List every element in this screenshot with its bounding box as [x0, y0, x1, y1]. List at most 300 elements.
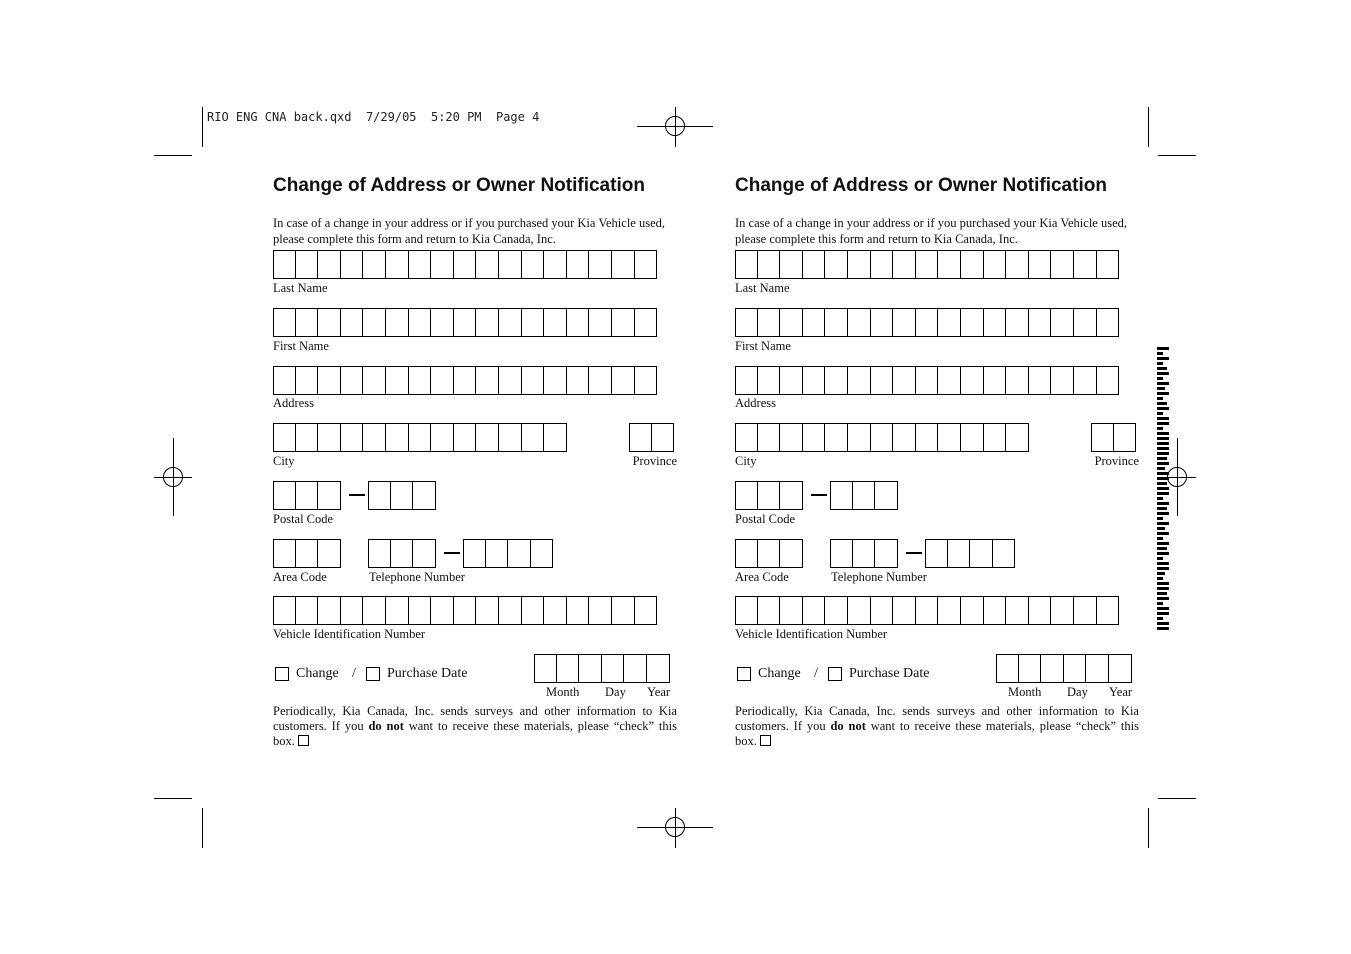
char-box[interactable] [612, 596, 635, 625]
char-box[interactable] [925, 539, 948, 568]
char-box[interactable] [296, 596, 319, 625]
char-box[interactable] [735, 596, 758, 625]
char-box[interactable] [875, 539, 898, 568]
char-box[interactable] [830, 539, 853, 568]
opt-out-text-end: want to receive these materials, please “check” this box. [273, 719, 677, 748]
char-box[interactable] [544, 366, 567, 395]
char-box[interactable] [273, 366, 296, 395]
char-box[interactable] [368, 481, 391, 510]
postal-code-first-field[interactable] [735, 481, 803, 510]
char-box[interactable] [1074, 596, 1097, 625]
char-box[interactable] [875, 481, 898, 510]
city-field[interactable] [735, 423, 1029, 452]
char-box[interactable] [318, 366, 341, 395]
postal-code-second-field[interactable] [830, 481, 898, 510]
char-box[interactable] [735, 423, 758, 452]
char-box[interactable] [589, 250, 612, 279]
char-box[interactable] [1097, 366, 1120, 395]
char-box[interactable] [1074, 308, 1097, 337]
city-field[interactable] [273, 423, 567, 452]
char-box[interactable] [1029, 596, 1052, 625]
char-box[interactable] [413, 539, 436, 568]
char-box[interactable] [454, 366, 477, 395]
char-box[interactable] [993, 539, 1016, 568]
char-box[interactable] [318, 308, 341, 337]
char-box[interactable] [508, 539, 531, 568]
char-box[interactable] [341, 308, 364, 337]
char-box[interactable] [803, 366, 826, 395]
address-field[interactable] [273, 366, 657, 395]
last-name-field[interactable] [735, 250, 1119, 279]
char-box[interactable] [780, 596, 803, 625]
char-box[interactable] [893, 596, 916, 625]
first-name-label: First Name [273, 339, 329, 353]
char-box[interactable] [848, 308, 871, 337]
char-box[interactable] [735, 308, 758, 337]
char-box[interactable] [534, 654, 557, 683]
char-box[interactable] [296, 481, 319, 510]
char-box[interactable] [296, 308, 319, 337]
char-box[interactable] [758, 596, 781, 625]
char-box[interactable] [848, 366, 871, 395]
purchase-date-checkbox[interactable] [366, 667, 380, 681]
char-box[interactable] [893, 250, 916, 279]
char-box[interactable] [758, 423, 781, 452]
char-box[interactable] [1097, 250, 1120, 279]
char-box[interactable] [970, 539, 993, 568]
opt-out-checkbox[interactable] [760, 735, 771, 746]
char-box[interactable] [557, 654, 580, 683]
char-box[interactable] [1097, 308, 1120, 337]
char-box[interactable] [409, 250, 432, 279]
char-box[interactable] [273, 250, 296, 279]
telephone-second-field[interactable] [925, 539, 1015, 568]
char-box[interactable] [544, 596, 567, 625]
char-box[interactable] [961, 308, 984, 337]
char-box[interactable] [363, 366, 386, 395]
char-box[interactable] [735, 481, 758, 510]
char-box[interactable] [825, 596, 848, 625]
char-box[interactable] [803, 308, 826, 337]
char-box[interactable] [567, 308, 590, 337]
char-box[interactable] [431, 596, 454, 625]
opt-out-note [735, 704, 1139, 749]
char-box[interactable] [454, 308, 477, 337]
char-box[interactable] [780, 539, 803, 568]
purchase-date-label: Purchase Date [849, 666, 930, 681]
barcode-bar [1157, 457, 1167, 460]
char-box[interactable] [871, 250, 894, 279]
province-field[interactable] [629, 423, 674, 452]
char-box[interactable] [589, 308, 612, 337]
char-box[interactable] [612, 250, 635, 279]
char-box[interactable] [486, 539, 509, 568]
telephone-label: Telephone Number [369, 570, 465, 584]
barcode-bar [1157, 417, 1169, 420]
char-box[interactable] [431, 308, 454, 337]
char-box[interactable] [652, 423, 675, 452]
char-box[interactable] [938, 596, 961, 625]
char-box[interactable] [567, 366, 590, 395]
barcode-bar [1157, 382, 1169, 385]
char-box[interactable] [476, 308, 499, 337]
barcode-bar [1157, 427, 1163, 430]
form-intro: In case of a change in your address or if you purchased your Kia Vehicle used, please complete this form and return to Kia Canada, Inc. [735, 216, 1127, 246]
barcode-bar [1157, 357, 1169, 360]
char-box[interactable] [825, 366, 848, 395]
char-box[interactable] [363, 308, 386, 337]
barcode-bar [1157, 607, 1169, 610]
char-box[interactable] [629, 423, 652, 452]
crop-mark [202, 808, 203, 848]
date-field[interactable] [534, 654, 670, 683]
barcode-bar [1157, 507, 1167, 510]
char-box[interactable] [476, 250, 499, 279]
char-box[interactable] [476, 596, 499, 625]
char-box[interactable] [961, 423, 984, 452]
char-box[interactable] [431, 423, 454, 452]
char-box[interactable] [780, 366, 803, 395]
barcode-bar [1157, 462, 1169, 465]
char-box[interactable] [853, 481, 876, 510]
char-box[interactable] [635, 596, 658, 625]
char-box[interactable] [1006, 366, 1029, 395]
char-box[interactable] [647, 654, 670, 683]
char-box[interactable] [602, 654, 625, 683]
char-box[interactable] [893, 423, 916, 452]
barcode-bar [1157, 617, 1163, 620]
change-checkbox[interactable] [275, 667, 289, 681]
char-box[interactable] [1051, 250, 1074, 279]
char-box[interactable] [830, 481, 853, 510]
char-box[interactable] [938, 250, 961, 279]
opt-out-note [273, 704, 677, 749]
char-box[interactable] [1091, 423, 1114, 452]
char-box[interactable] [916, 308, 939, 337]
barcode-bar [1157, 452, 1169, 455]
char-box[interactable] [780, 308, 803, 337]
char-box[interactable] [409, 366, 432, 395]
change-label: Change [758, 666, 801, 681]
char-box[interactable] [996, 654, 1019, 683]
barcode-bar [1157, 447, 1169, 450]
vin-field[interactable] [273, 596, 657, 625]
char-box[interactable] [961, 596, 984, 625]
char-box[interactable] [386, 366, 409, 395]
char-box[interactable] [1006, 250, 1029, 279]
char-box[interactable] [589, 366, 612, 395]
last-name-label: Last Name [735, 281, 790, 295]
char-box[interactable] [735, 250, 758, 279]
char-box[interactable] [431, 250, 454, 279]
char-box[interactable] [961, 366, 984, 395]
postal-code-label: Postal Code [735, 512, 796, 526]
char-box[interactable] [758, 539, 781, 568]
barcode-bar [1157, 347, 1169, 350]
telephone-first-field[interactable] [830, 539, 898, 568]
char-box[interactable] [948, 539, 971, 568]
char-box[interactable] [871, 308, 894, 337]
char-box[interactable] [499, 308, 522, 337]
first-name-field[interactable] [273, 308, 657, 337]
char-box[interactable] [803, 423, 826, 452]
char-box[interactable] [273, 539, 296, 568]
change-checkbox[interactable] [737, 667, 751, 681]
char-box[interactable] [499, 250, 522, 279]
char-box[interactable] [341, 596, 364, 625]
char-box[interactable] [296, 250, 319, 279]
char-box[interactable] [368, 539, 391, 568]
crop-mark [154, 798, 192, 799]
char-box[interactable] [758, 481, 781, 510]
char-box[interactable] [522, 250, 545, 279]
day-label: Day [1067, 685, 1088, 699]
char-box[interactable] [409, 308, 432, 337]
area-code-field[interactable] [273, 539, 341, 568]
char-box[interactable] [1097, 596, 1120, 625]
char-box[interactable] [938, 423, 961, 452]
char-box[interactable] [499, 366, 522, 395]
char-box[interactable] [273, 596, 296, 625]
vin-field[interactable] [735, 596, 1119, 625]
char-box[interactable] [1051, 366, 1074, 395]
char-box[interactable] [635, 250, 658, 279]
char-box[interactable] [871, 596, 894, 625]
purchase-date-checkbox[interactable] [828, 667, 842, 681]
char-box[interactable] [871, 366, 894, 395]
barcode-bar [1157, 502, 1169, 505]
char-box[interactable] [522, 596, 545, 625]
char-box[interactable] [780, 423, 803, 452]
telephone-first-field[interactable] [368, 539, 436, 568]
char-box[interactable] [409, 423, 432, 452]
char-box[interactable] [476, 423, 499, 452]
char-box[interactable] [612, 308, 635, 337]
barcode-bar [1157, 552, 1169, 555]
char-box[interactable] [296, 539, 319, 568]
char-box[interactable] [1051, 596, 1074, 625]
char-box[interactable] [1064, 654, 1087, 683]
province-field[interactable] [1091, 423, 1136, 452]
char-box[interactable] [409, 596, 432, 625]
char-box[interactable] [1051, 308, 1074, 337]
char-box[interactable] [273, 481, 296, 510]
crop-mark [1148, 808, 1149, 848]
char-box[interactable] [938, 366, 961, 395]
crop-mark [202, 107, 203, 147]
char-box[interactable] [318, 423, 341, 452]
char-box[interactable] [544, 250, 567, 279]
char-box[interactable] [318, 481, 341, 510]
char-box[interactable] [916, 423, 939, 452]
month-label: Month [546, 685, 580, 699]
char-box[interactable] [624, 654, 647, 683]
barcode-bar [1157, 422, 1169, 425]
barcode-bar [1157, 377, 1163, 380]
char-box[interactable] [1109, 654, 1132, 683]
barcode-bar [1157, 512, 1169, 515]
char-box[interactable] [1029, 250, 1052, 279]
char-box[interactable] [825, 250, 848, 279]
char-box[interactable] [984, 423, 1007, 452]
char-box[interactable] [522, 423, 545, 452]
char-box[interactable] [413, 481, 436, 510]
char-box[interactable] [1086, 654, 1109, 683]
char-box[interactable] [476, 366, 499, 395]
barcode-bar [1157, 362, 1163, 365]
char-box[interactable] [386, 423, 409, 452]
char-box[interactable] [780, 481, 803, 510]
char-box[interactable] [938, 308, 961, 337]
char-box[interactable] [273, 423, 296, 452]
barcode-bar [1157, 577, 1163, 580]
barcode-bar [1157, 367, 1167, 370]
char-box[interactable] [522, 366, 545, 395]
char-box[interactable] [984, 596, 1007, 625]
char-box[interactable] [544, 308, 567, 337]
char-box[interactable] [1006, 423, 1029, 452]
char-box[interactable] [567, 596, 590, 625]
last-name-field[interactable] [273, 250, 657, 279]
char-box[interactable] [893, 366, 916, 395]
char-box[interactable] [635, 366, 658, 395]
char-box[interactable] [916, 250, 939, 279]
date-field[interactable] [996, 654, 1132, 683]
char-box[interactable] [499, 596, 522, 625]
opt-out-checkbox[interactable] [298, 735, 309, 746]
char-box[interactable] [735, 366, 758, 395]
area-code-field[interactable] [735, 539, 803, 568]
char-box[interactable] [825, 423, 848, 452]
char-box[interactable] [1041, 654, 1064, 683]
char-box[interactable] [318, 539, 341, 568]
barcode-bar [1157, 437, 1169, 440]
char-box[interactable] [1074, 366, 1097, 395]
char-box[interactable] [612, 366, 635, 395]
char-box[interactable] [579, 654, 602, 683]
telephone-second-field[interactable] [463, 539, 553, 568]
first-name-field[interactable] [735, 308, 1119, 337]
char-box[interactable] [758, 308, 781, 337]
crop-mark [1158, 798, 1196, 799]
char-box[interactable] [386, 250, 409, 279]
char-box[interactable] [296, 366, 319, 395]
telephone-label: Telephone Number [831, 570, 927, 584]
barcode-bar [1157, 612, 1169, 615]
char-box[interactable] [318, 596, 341, 625]
first-name-label: First Name [735, 339, 791, 353]
char-box[interactable] [341, 423, 364, 452]
city-label: City [273, 454, 295, 468]
postal-code-dash [349, 494, 365, 496]
barcode-bar [1157, 372, 1169, 375]
char-box[interactable] [1029, 308, 1052, 337]
postal-code-second-field[interactable] [368, 481, 436, 510]
char-box[interactable] [1006, 308, 1029, 337]
barcode-bar [1157, 542, 1169, 545]
day-label: Day [605, 685, 626, 699]
char-box[interactable] [341, 366, 364, 395]
char-box[interactable] [463, 539, 486, 568]
char-box[interactable] [589, 596, 612, 625]
char-box[interactable] [803, 250, 826, 279]
char-box[interactable] [454, 423, 477, 452]
char-box[interactable] [984, 366, 1007, 395]
char-box[interactable] [341, 250, 364, 279]
char-box[interactable] [635, 308, 658, 337]
char-box[interactable] [391, 481, 414, 510]
change-label: Change [296, 666, 339, 681]
char-box[interactable] [391, 539, 414, 568]
char-box[interactable] [544, 423, 567, 452]
opt-out-emphasis: do not [830, 719, 866, 733]
crop-mark [1148, 107, 1149, 147]
area-code-label: Area Code [735, 570, 789, 584]
barcode-bar [1157, 537, 1163, 540]
char-box[interactable] [454, 596, 477, 625]
char-box[interactable] [363, 250, 386, 279]
char-box[interactable] [825, 308, 848, 337]
char-box[interactable] [363, 596, 386, 625]
char-box[interactable] [758, 250, 781, 279]
char-box[interactable] [431, 366, 454, 395]
char-box[interactable] [1006, 596, 1029, 625]
char-box[interactable] [567, 250, 590, 279]
char-box[interactable] [916, 596, 939, 625]
char-box[interactable] [1029, 366, 1052, 395]
char-box[interactable] [1114, 423, 1137, 452]
barcode-bar [1157, 562, 1169, 565]
char-box[interactable] [296, 423, 319, 452]
char-box[interactable] [984, 308, 1007, 337]
char-box[interactable] [522, 308, 545, 337]
char-box[interactable] [916, 366, 939, 395]
char-box[interactable] [386, 596, 409, 625]
char-box[interactable] [318, 250, 341, 279]
char-box[interactable] [1019, 654, 1042, 683]
char-box[interactable] [386, 308, 409, 337]
char-box[interactable] [531, 539, 554, 568]
char-box[interactable] [499, 423, 522, 452]
char-box[interactable] [1074, 250, 1097, 279]
barcode-bar [1157, 482, 1167, 485]
char-box[interactable] [273, 308, 296, 337]
postal-code-first-field[interactable] [273, 481, 341, 510]
char-box[interactable] [893, 308, 916, 337]
char-box[interactable] [853, 539, 876, 568]
char-box[interactable] [984, 250, 1007, 279]
telephone-dash [444, 552, 460, 554]
char-box[interactable] [758, 366, 781, 395]
char-box[interactable] [848, 596, 871, 625]
char-box[interactable] [363, 423, 386, 452]
address-field[interactable] [735, 366, 1119, 395]
char-box[interactable] [454, 250, 477, 279]
char-box[interactable] [848, 250, 871, 279]
char-box[interactable] [961, 250, 984, 279]
postal-code-label: Postal Code [273, 512, 334, 526]
char-box[interactable] [871, 423, 894, 452]
area-code-label: Area Code [273, 570, 327, 584]
char-box[interactable] [780, 250, 803, 279]
char-box[interactable] [735, 539, 758, 568]
opt-out-emphasis: do not [368, 719, 404, 733]
char-box[interactable] [848, 423, 871, 452]
barcode-bar [1157, 387, 1165, 390]
char-box[interactable] [803, 596, 826, 625]
barcode-bar [1157, 602, 1163, 605]
barcode-bar [1157, 627, 1169, 630]
